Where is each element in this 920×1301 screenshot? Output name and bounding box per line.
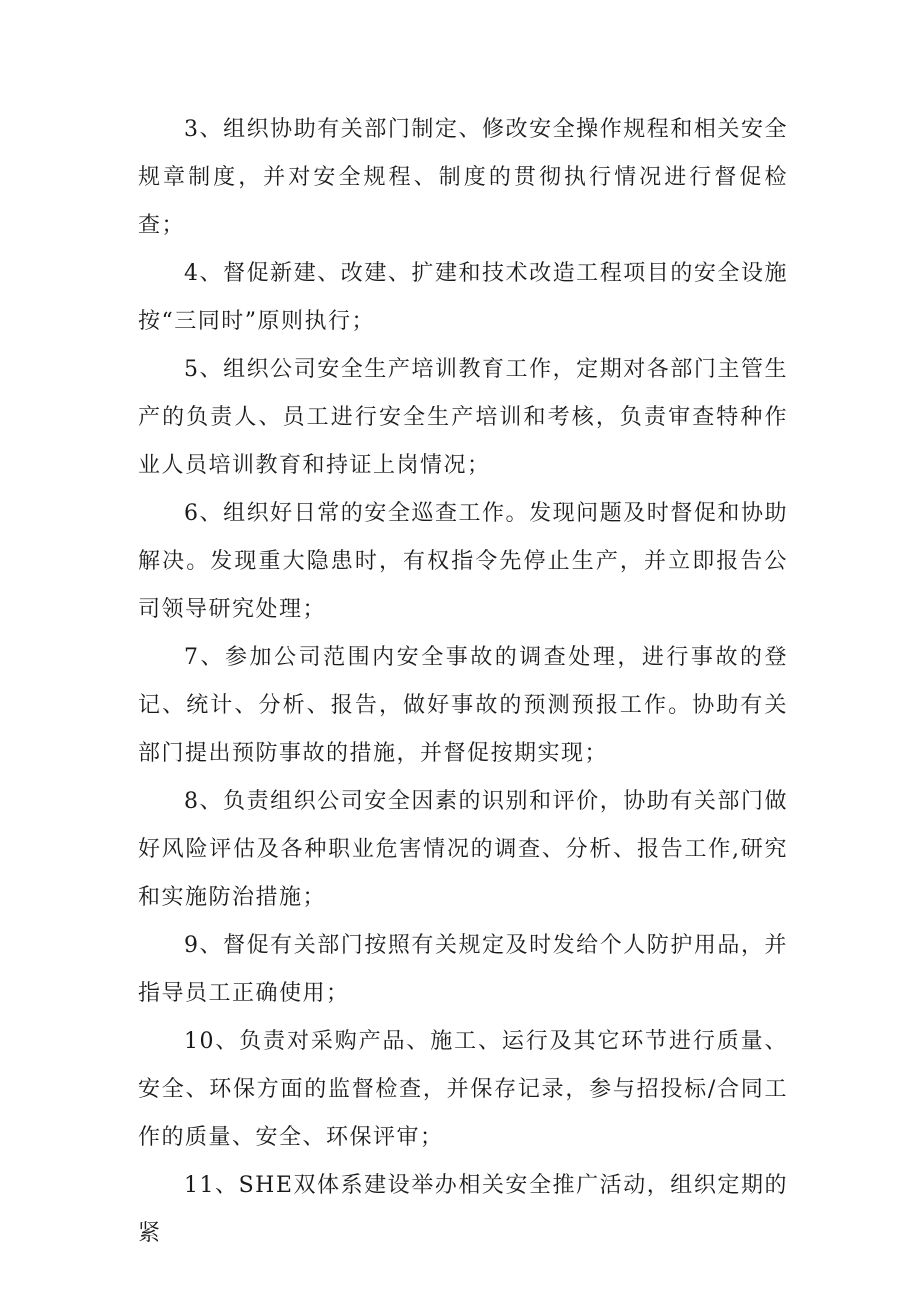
paragraph-item-10: 10、负责对采购产品、施工、运行及其它环节进行质量、安全、环保方面的监督检查，并保存记录，参与招投标/合同工作的质量、安全、环保评审； xyxy=(138,1029,788,1150)
document-body xyxy=(138,106,788,1258)
paragraph-item-4: 4、督促新建、改建、扩建和技术改造工程项目的安全设施按“三同时”原则执行； xyxy=(138,261,788,334)
paragraph-item-6: 6、组织好日常的安全巡查工作。发现问题及时督促和协助解决。发现重大隐患时，有权指令先停止生产，并立即报告公司领导研究处理； xyxy=(138,501,788,622)
paragraph-item-3: 3、组织协助有关部门制定、修改安全操作规程和相关安全规章制度，并对安全规程、制度的贯彻执行情况进行督促检查； xyxy=(138,117,788,238)
paragraph-item-9: 9、督促有关部门按照有关规定及时发给个人防护用品，并指导员工正确使用； xyxy=(138,933,788,1006)
paragraph-item-5: 5、组织公司安全生产培训教育工作，定期对各部门主管生产的负责人、员工进行安全生产培训和考核，负责审查特种作业人员培训教育和持证上岗情况； xyxy=(138,357,788,478)
paragraph-item-7: 7、参加公司范围内安全事故的调查处理，进行事故的登记、统计、分析、报告，做好事故的预测预报工作。协助有关部门提出预防事故的措施，并督促按期实现； xyxy=(138,645,788,766)
paragraph-item-11: 11、SHE双体系建设举办相关安全推广活动，组织定期的紧 xyxy=(138,1173,788,1246)
paragraph-item-8: 8、负责组织公司安全因素的识别和评价，协助有关部门做好风险评估及各种职业危害情况的调查、分析、报告工作,研究和实施防治措施； xyxy=(138,789,788,910)
